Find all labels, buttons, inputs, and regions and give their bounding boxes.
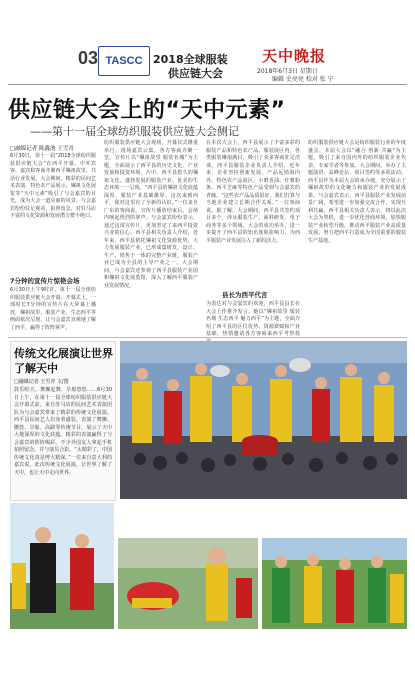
column-3b-text: 为表达对与会嘉宾的欢迎，西平县县长在大会上作推介发言。她以“嫘祖故里 服装名城 生态西平 魅力西平”为主题，全面介绍了西平县的区位优势、资源禀赋和产业基础，热情邀请各方客商来西平考察投: [206, 301, 300, 337]
section-title-line1: 2018全球服装: [153, 53, 228, 66]
bottom-photo-3: [262, 538, 407, 629]
feature-byline: □融媒记者 王雪青 文/图: [14, 379, 69, 385]
main-performance-photo: [120, 341, 407, 499]
subheadline: ——第十一届全球纺织服装供应链大会侧记: [30, 125, 239, 138]
page-number: 03: [78, 48, 99, 68]
byline: □融媒记者 陈鑫池 王雪青: [10, 146, 74, 152]
section-divider: [8, 337, 407, 338]
bottom-photo-1: [10, 503, 114, 629]
masthead: 天中晚报: [262, 47, 327, 65]
column-4-text: 纺织服装供应链大会是纺织服装行业的年度盛会。本届大会以“融合·创新·共赢”为主题，吸引了来自国内外的纺织服装企业代表、专家学者等参加。大会期间，举办了主题演讲、高峰论坛、项目签约等多项活动。西平县作为本届大会的承办地，充分展示了嫘祖故里的文化魅力和服装产业的发展成果。与会嘉宾表示，西平县服装产业发展前景广阔，希望进一步加强交流合作，实现互利共赢。西平县相关负责人表示，将以此次大会为契机，进一步优化营商环境，加快服装产业转型升级，推动西平服装产业高质量发展，努力把西平打造成为全国重要的服装生产基地。: [308, 140, 406, 244]
dateline: 2018年6月3日 星期日: [257, 68, 318, 75]
section-heading-county-head: 县长为西平代言: [222, 291, 268, 299]
tascc-logo: TASCC: [98, 46, 150, 76]
header-rule: [8, 84, 407, 85]
column-1b-text: 6月30日上午9时许，第十一届全球纺织服装供应链大会开幕。开幕式上，一部时长7分钟的宣传片在大屏幕上播放，嫘祖故里、服装产业、生态西平等画面依次呈现，让与会嘉宾直观地了解了西平，赢得了阵阵掌声。: [10, 287, 96, 331]
headline: 供应链大会上的“天中元素”: [8, 98, 286, 123]
section-heading-promo: 7分钟的宣传片惊艳会场: [10, 277, 80, 285]
feature-text: 鼓乐喧天、舞狮起舞、旱船悠悠……6月30日上午，在第十一届全球纺织服装供应链大会开幕式前，来自驻马店的民间艺术表演团队为与会嘉宾带来了精彩的传统文化展演。西平县民间艺人们身着盛装，表演了舞狮、腰鼓、旱船、高跷等传统节目，展示了天中大地深厚的文化底蕴。精彩的表演赢得了与会嘉宾的阵阵喝彩。不少外国友人拿起手机拍照留念，并与演员合影。“太精彩了，中国传统文化真是博大精深。”一位来自意大利的嘉宾说。此次传统文化展演，让世界了解了天中，也让天中走向世界。: [14, 387, 112, 476]
editors-line: 编辑 史亮亮 校对 张 宁: [272, 76, 334, 83]
section-title-line2: 供应链大会: [168, 67, 223, 80]
column-2-text: 纺织服装供应链大会现场，开幕仪式隆重举行。现场嘉宾云集，各方客商齐聚一堂。宣传片以“嫘祖故里 服装名城”为主题，全面展示了西平县的历史文化、产业发展和投资环境。片中，西平县悠久的嫘祖文化、蓬勃发展的服装产业、优美的生态环境一一呈现。“西平县的嫘祖文化底蕴深厚，服装产业基础雄厚，这次来到西平，我对这里有了全新的认识。”一位来自广东的客商说。宣传片播放结束后，会场内响起热烈的掌声。与会嘉宾纷纷表示，通过这部宣传片，更加坚定了来西平投资兴业的信心。西平县相关负责人介绍，近年来，西平县依托嫘祖文化资源优势，大力发展服装产业，已形成集研发、设计、生产、销售于一体的完整产业链，服装产业已成为全县的主导产业之一。大会期间，与会嘉宾还参观了西平县服装产业园和嫘祖文化展览馆，深入了解西平服装产业发展情况。: [104, 140, 198, 289]
column-3-text: 在本次大会上，西平县展示了丰富多彩的服装产品和特色农产品。服装展区内，各类服装琳琅满目，吸引了众多客商驻足洽谈。西平县服装企业负责人介绍，近年来，企业坚持创新发展，产品远销海内外。特色农产品展区，小磨香油、红薯粉条、西平芝麻等特色产品受到与会嘉宾的青睐。“这些农产品品质很好，我们打算与当地企业建立长期合作关系。”一位客商说。据了解，大会期间，西平县共签约项目多个，涉及服装生产、面料研发、电子商务等多个领域。大会的成功举办，进一步提升了西平县的知名度和影响力，为西平服装产业发展注入了新的活力。: [206, 140, 300, 244]
column-1-text: 6月30日，第十一届“2018全球纺织服装供应链大会”在西平开幕。中外宾客、嘉宾和客商齐聚西平嫘祖故里，共话行业发展。大会期间，精彩的民间艺术表演、特色农产品展示、嫘祖文化展览等“天中元素”吸引了与会嘉宾的目光，成为大会一道亮丽的风景。与会嘉宾纷纷驻足观看，拍照留念，对驻马店丰富的文化资源和发展潜力赞不绝口。: [10, 153, 96, 219]
feature-title: 传统文化展演让世界了解天中: [14, 347, 113, 375]
bottom-photo-2: [118, 538, 258, 629]
